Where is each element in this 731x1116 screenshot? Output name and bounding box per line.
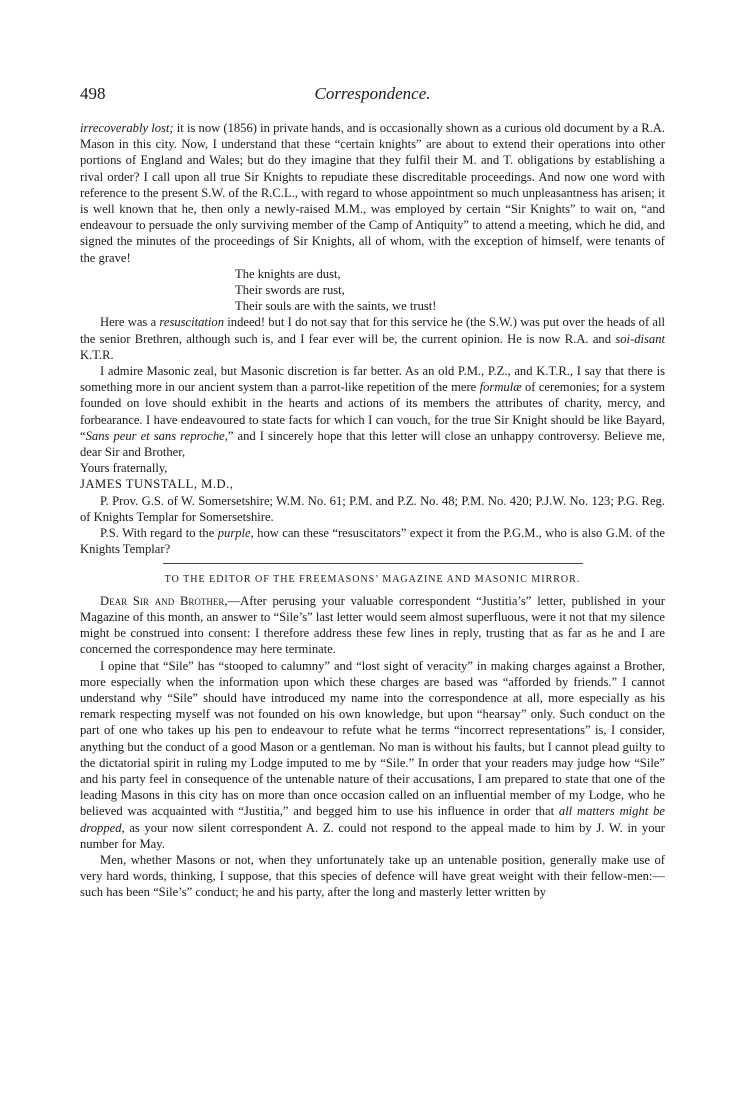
verse-line: Their swords are rust, — [235, 283, 345, 298]
salutation: Dear Sir and Brother, — [100, 593, 228, 608]
signature: JAMES TUNSTALL, M.D., — [80, 477, 234, 492]
signature-titles: P. Prov. G.S. of W. Somersetshire; W.M. No. 61; P.M. and P.Z. No. 48; P.M. No. 420; P.J.W. No. 123; P.G. Reg. of Knights Templar for Somersetshire. — [80, 493, 665, 524]
paragraph — [80, 120, 665, 266]
verse-line: The knights are dust, — [235, 266, 341, 281]
text-run: how can these “resuscitators” expect it from the P.G.M., who is also G.M. of the Knights Templar? — [80, 526, 665, 557]
italic-text: resuscitation — [159, 315, 225, 330]
paragraph — [80, 852, 665, 901]
paragraph — [80, 658, 665, 852]
text-run: Here was a — [100, 315, 160, 330]
text-run: I opine that “Sile” has “stooped to calumny” and “lost sight of veracity” in making charges against a Brother, more especially when the information upon which these charges are based was “afforded by friends.” I cannot understand why “Sile” should have introduced my name into the correspondence at all, more especially as his remark respecting myself was not founded on his own knowledge, but upon “hearsay” only. Such conduct on the part of one who takes up his pen to endeavour to refute what he terms “incorrect representations” is, I consider, anything but the conduct of a good Mason or a gentleman. No man is without his faults, but I cannot plead guilty to the dictatorial spirit in ruling my Lodge imputed to me by “Sile.” In order that your readers may judge how “Sile” and his party feel in consequence of the untenable nature of their accusations, I am prepared to state that one of the leading Masons in this city has on more than once occasion called on an influential member of my Lodge, who he believed was acquainted with “Justitia,” and begged him to use his influence in order that — [80, 658, 665, 819]
text-run: of ceremonies; for a system founded on love should exhibit in the hearts and actions of its members the attributes of charity, mercy, and forbearance. I have endeavoured to state facts for which I can vouch, for the true Sir Knight should be like Bayard, “ — [80, 380, 665, 443]
page-header — [80, 84, 665, 108]
postscript — [80, 525, 665, 557]
italic-text: purple, — [217, 526, 254, 541]
text-run: Men, whether Masons or not, when they unfortunately take up an untenable position, generally make use of very hard words, thinking, I suppose, that this species of defence will have great weight with their fellow-men:—such has been “Sile’s” conduct; he and his party, after the long and masterly letter written by — [80, 852, 665, 900]
paragraph — [80, 593, 665, 658]
paragraph — [80, 314, 665, 363]
text-run: I admire Masonic zeal, but Masonic discretion is far better. As an old P.M., P.Z., and K.T.R., I say that there is something more in our ancient system than a parrot-like repetition of the mere — [80, 364, 665, 395]
text-run: P.S. With regard to the — [100, 526, 218, 541]
italic-text: formulæ — [479, 380, 522, 395]
verse — [80, 266, 665, 315]
italic-text: irrecoverably lost; — [80, 121, 174, 135]
running-title: Correspondence. — [314, 84, 431, 103]
article-body — [80, 120, 665, 901]
closing: Yours fraternally, — [80, 461, 168, 476]
paragraph — [80, 363, 665, 460]
text-run: indeed! but I do not say that for this service he (the S.W.) was put over the heads of all the senior Brethren, although such is, and I fear ever will be, the current opinion. He is now R.A. and — [80, 315, 665, 346]
section-divider — [163, 563, 583, 564]
letter-heading: TO THE EDITOR OF THE FREEMASONS’ MAGAZINE AND MASONIC MIRROR. — [164, 574, 581, 586]
text-run: ” and I sincerely hope that this letter will close an unhappy controversy. Believe me, dear Sir and Brother, — [80, 428, 665, 460]
italic-text: all matters might be dropped, — [80, 804, 665, 835]
text-run: as your now silent correspondent A. Z. could not respond to the appeal made to him by J. W. in your number for May. — [80, 820, 665, 851]
verse-line: Their souls are with the saints, we trust! — [235, 299, 437, 314]
italic-text: Sans peur et sans reproche, — [85, 428, 228, 443]
text-run: —After perusing your valuable correspondent “Justitia’s” letter, published in your Magazine of this month, an answer to “Sile’s” last letter would seem almost superfluous, were it not that my silence might be construed into consent: I therefore address these few lines in reply, trusting that as far as he and I are concerned the correspondence may here terminate. — [80, 593, 665, 657]
page-number: 498 — [80, 84, 106, 103]
italic-text: soi-disant — [615, 331, 665, 346]
text-run: it is now (1856) in private hands, and is occasionally shown as a curious old document by a R.A. Mason in this city. Now, I understand that these “certain knights” are about to extend their operations into other portions of England and Wales; but do they imagine that they fulfil their M. and T. obligations by establishing a rival order? I call upon all true Sir Knights to repudiate these discreditable proceedings. And now one word with reference to the present S.W. of the R.C.L., with regard to whose appointment so much unpleasantness has arisen; it is well known that he, then only a newly-raised M.M., was employed by certain “Sir Knights” to wait on, “and endeavour to persuade the only surviving member of the Camp of Antiquity” to attend a meeting, which he did, and signed the minutes of the proceedings of Sir Knights, all of whom, with the exception of himself, were tenants of the grave! — [80, 121, 665, 265]
text-run: K.T.R. — [80, 347, 114, 362]
